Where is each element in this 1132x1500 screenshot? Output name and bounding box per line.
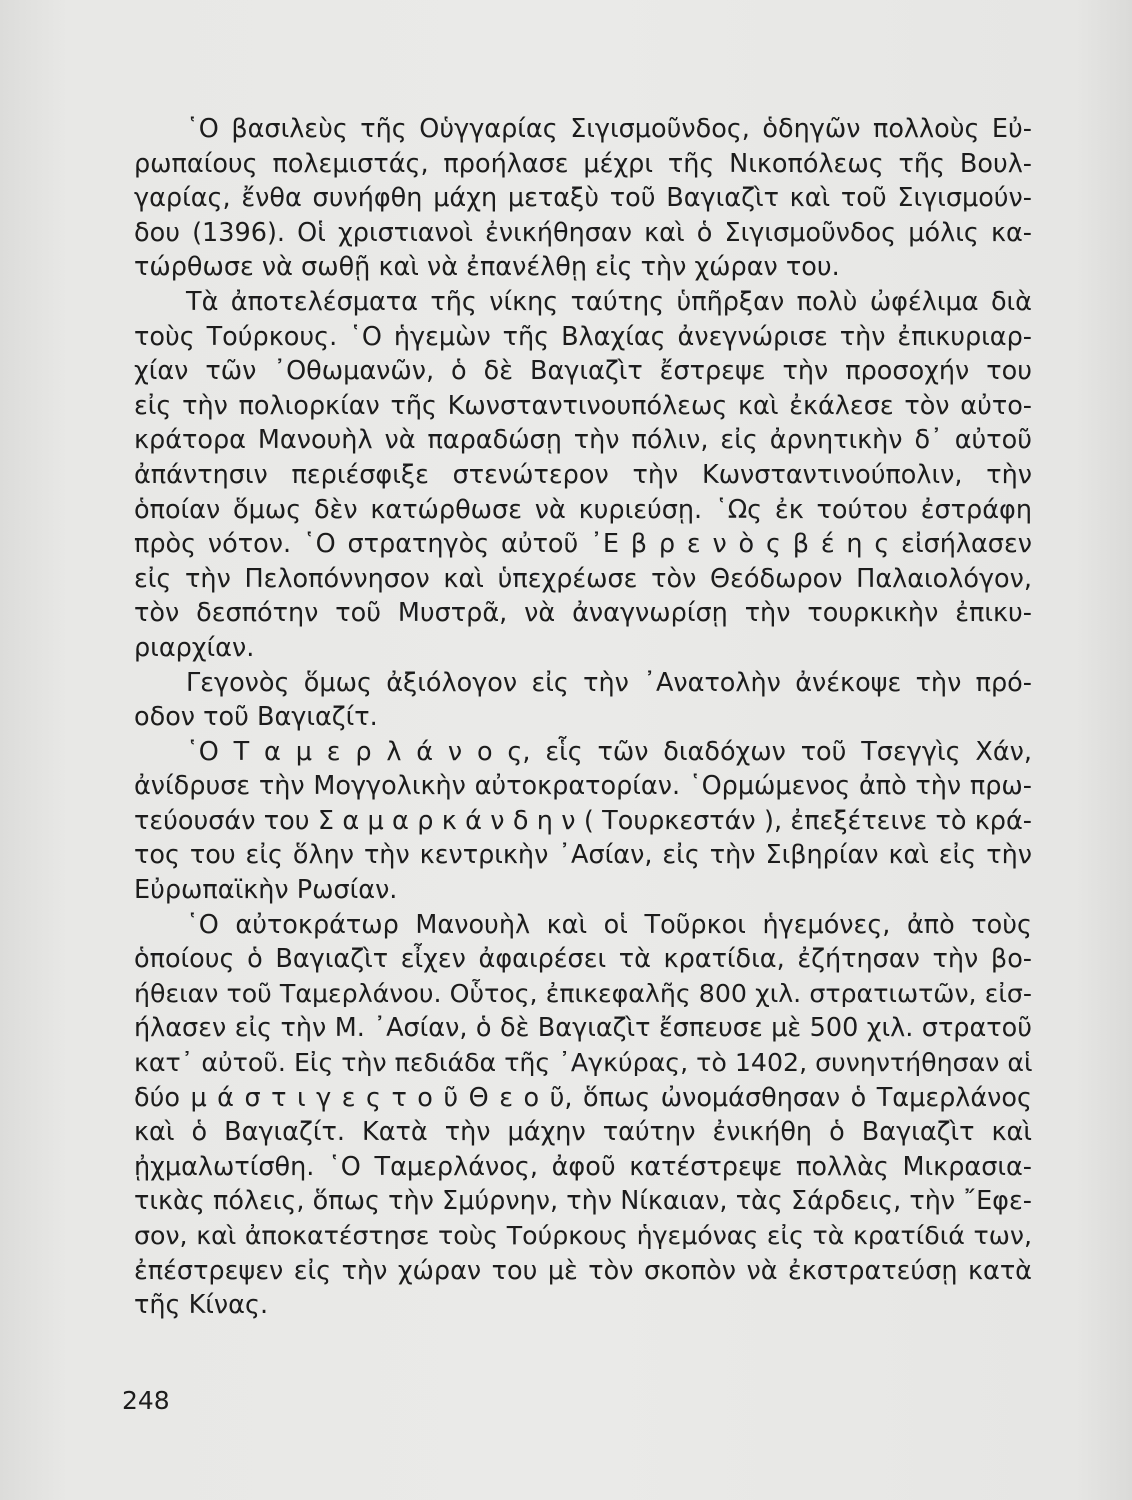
text-line: κατ᾿ αὐτοῦ. Εἰς τὴν πεδιάδα τῆς ᾿Αγκύρας, τὸ 1402, συνηντήθησαν αἱ <box>134 1048 1033 1078</box>
page-number: 248 <box>122 1386 170 1415</box>
text-line: δύο μ ά σ τ ι γ ε ς τ ο ῦ Θ ε ο ῦ, ὅπως ὠνομάσθησαν ὁ Ταμερλάνος <box>134 1082 1032 1113</box>
text-line: γαρίας, ἔνθα συνήφθη μάχη μεταξὺ τοῦ Βαγιαζὶτ καὶ τοῦ Σιγισμούν- <box>134 183 1032 214</box>
text-line: τῆς Κίνας. <box>134 1290 269 1321</box>
text-line: τικὰς πόλεις, ὅπως τὴν Σμύρνην, τὴν Νίκαιαν, τὰς Σάρδεις, τὴν ῎Εφε- <box>134 1186 1032 1217</box>
text-line: Τὰ ἀποτελέσματα τῆς νίκης ταύτης ὑπῆρξαν πολὺ ὠφέλιμα διὰ <box>186 286 1032 317</box>
text-line: εἰς τὴν Πελοπόννησον καὶ ὑπεχρέωσε τὸν Θεόδωρον Παλαιολόγον, <box>134 563 1032 594</box>
text-line: τώρθωσε νὰ σωθῇ καὶ νὰ ἐπανέλθῃ εἰς τὴν χώραν του. <box>134 252 840 283</box>
text-line: ήλασεν εἰς τὴν Μ. ᾿Ασίαν, ὁ δὲ Βαγιαζὶτ ἔσπευσε μὲ 500 χιλ. στρατοῦ <box>134 1013 1032 1044</box>
text-line: ἀνίδρυσε τὴν Μογγολικὴν αὐτοκρατορίαν. ῾Ορμώμενος ἀπὸ τὴν πρω- <box>134 771 1032 802</box>
text-line: ᾐχμαλωτίσθη. ῾Ο Ταμερλάνος, ἀφοῦ κατέστρεψε πολλὰς Μικρασια- <box>134 1151 1032 1182</box>
text-line: σον, καὶ ἀποκατέστησε τοὺς Τούρκους ἡγεμόνας εἰς τὰ κρατίδιά των, <box>134 1221 1032 1250</box>
text-line: τὸν δεσπότην τοῦ Μυστρᾶ, νὰ ἀναγνωρίσῃ τὴν τουρκικὴν ἐπικυ- <box>134 598 1032 629</box>
text-line: οδον τοῦ Βαγιαζίτ. <box>134 702 378 733</box>
body-text <box>134 112 1032 1323</box>
text-line: ῾Ο Τ α μ ε ρ λ ά ν ο ς, εἷς τῶν διαδόχων τοῦ Τσεγγὶς Χάν, <box>186 736 1032 767</box>
text-line: τος του εἰς ὅλην τὴν κεντρικὴν ᾿Ασίαν, εἰς τὴν Σιβηρίαν καὶ εἰς τὴν <box>134 840 1032 871</box>
text-line: ῾Ο αὐτοκράτωρ Μανουὴλ καὶ οἱ Τοῦρκοι ἡγεμόνες, ἀπὸ τοὺς <box>186 909 1032 940</box>
text-line: κράτορα Μανουὴλ νὰ παραδώσῃ τὴν πόλιν, εἰς ἀρνητικὴν δ᾿ αὐτοῦ <box>134 425 1032 456</box>
text-line: ριαρχίαν. <box>134 632 255 663</box>
text-line: ἀπάντησιν περιέσφιξε στενώτερον τὴν Κωνσταντινούπολιν, τὴν <box>134 459 1032 490</box>
text-line: ήθειαν τοῦ Ταμερλάνου. Οὗτος, ἐπικεφαλῆς 800 χιλ. στρατιωτῶν, εἰσ- <box>134 978 1032 1008</box>
text-line: ὁποίους ὁ Βαγιαζὶτ εἶχεν ἀφαιρέσει τὰ κρατίδια, ἐζήτησαν τὴν βο- <box>134 944 1032 975</box>
text-line: Γεγονὸς ὅμως ἀξιόλογον εἰς τὴν ᾿Ανατολὴν ἀνέκοψε τὴν πρό- <box>186 667 1032 698</box>
text-line: εἰς τὴν πολιορκίαν τῆς Κωνσταντινουπόλεως καὶ ἐκάλεσε τὸν αὐτο- <box>134 390 1032 421</box>
text-line: καὶ ὁ Βαγιαζίτ. Κατὰ τὴν μάχην ταύτην ἐνικήθη ὁ Βαγιαζὶτ καὶ <box>134 1117 1032 1148</box>
text-line: δου (1396). Οἱ χριστιανοὶ ἐνικήθησαν καὶ ὁ Σιγισμοῦνδος μόλις κα- <box>134 217 1032 248</box>
text-line: ἐπέστρεψεν εἰς τὴν χώραν του μὲ τὸν σκοπὸν νὰ ἐκστρατεύσῃ κατὰ <box>134 1255 1032 1286</box>
text-line: χίαν τῶν ᾿Οθωμανῶν, ὁ δὲ Βαγιαζὶτ ἔστρεψε τὴν προσοχήν του <box>134 356 1032 387</box>
text-line: πρὸς νότον. ῾Ο στρατηγὸς αὐτοῦ ᾿Ε β ρ ε ν ὸ ς β έ η ς εἰσήλασεν <box>134 529 1032 560</box>
text-line: ὁποίαν ὅμως δὲν κατώρθωσε νὰ κυριεύσῃ. ῾Ως ἐκ τούτου ἐστράφη <box>134 494 1032 525</box>
text-line: ρωπαίους πολεμιστάς, προήλασε μέχρι τῆς Νικοπόλεως τῆς Βουλ- <box>134 148 1032 179</box>
text-line: τεύουσάν του Σ α μ α ρ κ ά ν δ η ν ( Τουρκεστάν ), ἐπεξέτεινε τὸ κρά- <box>134 805 1032 836</box>
text-line: ῾Ο βασιλεὺς τῆς Οὑγγαρίας Σιγισμοῦνδος, ὁδηγῶν πολλοὺς Εὐ- <box>186 114 1032 144</box>
text-line: Εὐρωπαϊκὴν Ρωσίαν. <box>134 875 398 906</box>
text-line: τοὺς Τούρκους. ῾Ο ἡγεμὼν τῆς Βλαχίας ἀνεγνώρισε τὴν ἐπικυριαρ- <box>134 321 1032 352</box>
